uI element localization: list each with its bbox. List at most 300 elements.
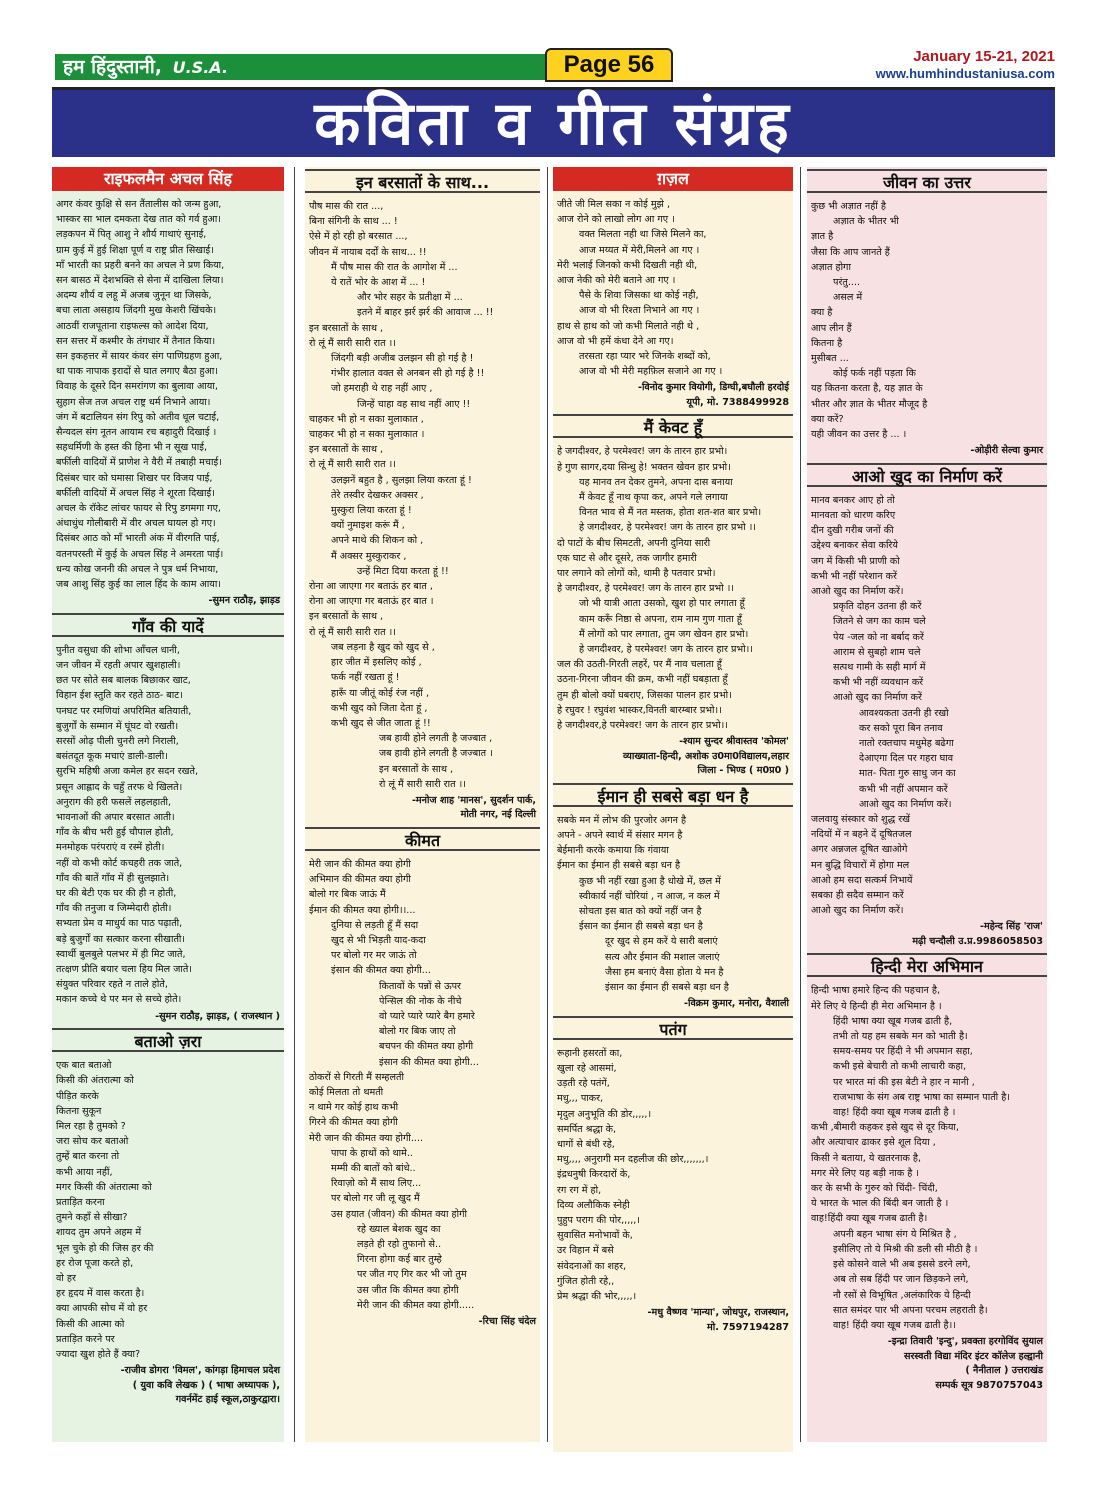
poem-author-line: -महेन्द सिंह 'राज' — [979, 921, 1043, 933]
poem-line: पुनीत वसुधा की शोभा आँचल धानी, — [56, 644, 180, 656]
poem-line: कर के सभी के गुरुर को चिंदी- चिंदी, — [811, 1183, 938, 1195]
poem-line: हर हृदय में वास करता है। — [56, 1288, 145, 1300]
poem-line: क्या है — [811, 307, 833, 319]
poem-line: मैं लोगों को पार लगाता, तुम जग खेवन हार प्रभो। — [579, 628, 749, 640]
poem — [807, 953, 1047, 1393]
poem-line: आज वो भी मेरी महफ़िल सजाने आ गए । — [579, 366, 723, 378]
poem-body — [52, 1056, 284, 1364]
poem-author-line: सरस्वती विद्या मंदिर इंटर कॉलेज हल्द्वानी — [904, 1350, 1043, 1362]
poem-line: मगर किसी की अंतरात्मा को — [56, 1181, 152, 1193]
poem-line: क्या करें? — [811, 413, 844, 425]
poem-line: आज वो भी हमें कंधा देने आ गए। — [557, 335, 674, 347]
poem-line: अगर अन्नजल दूषित खाओगे — [811, 844, 908, 856]
poem-line: कोई मिलता तो थमती — [309, 1086, 384, 1098]
poem-line: लड़ते ही रहो तुफानो से.. — [357, 1239, 442, 1250]
poem-line: अब तो सब हिंदी पर जान छिड़कने लगे, — [833, 1274, 969, 1286]
website-link[interactable]: www.humhindustaniusa.com — [875, 66, 1055, 81]
poem-line: पीड़ित करके — [56, 1090, 99, 1102]
poem-line: काम करूँ निष्ठा से अपना, राम नाम गुण गाता हूँ — [579, 613, 742, 625]
poem-line: आठवीं राजपूताना राइफल्स को आदेश दिया, — [56, 320, 209, 332]
poem-body — [553, 195, 793, 381]
poem-line: नदियों में न बहने दें दूषितजल — [811, 829, 912, 841]
column-divider — [800, 167, 801, 1442]
poem-line: मानवता को धारण करिए — [811, 509, 896, 521]
poem-line: और भोर सहर के प्रतीक्षा में ... — [357, 292, 463, 304]
poem-line: यह कितना करता है, यह ज्ञात के — [811, 383, 923, 395]
poem-line: विवाह के दूसरे दिन समरांगण का बुलावा आया, — [56, 381, 218, 393]
poem-author — [52, 594, 284, 609]
poem-line: रो लूं मैं सारी सारी रात ।। — [309, 626, 396, 638]
poem-line: मेरी जान की कीमत क्या होगी — [309, 858, 411, 870]
poem-line: वो प्यारे प्यारे प्यारे बैग हमारे — [379, 1010, 475, 1022]
poem-line: विहान ईश स्तुति कर रहते ठाठ- बाट। — [56, 690, 183, 702]
poem-line: इंसान की कीमत क्या होगी... — [379, 1056, 479, 1068]
poem-title: राइफलमैन अचल सिंह — [52, 167, 284, 191]
poem-line: मैं केवट हूँ नाथ कृपा कर, अपने गले लगाया — [579, 492, 728, 504]
poem-line: हे जगदीश्वर,हे परमेश्वर! जग के तारन हार प्रभो।। — [557, 720, 728, 732]
poem-line: जो भी यात्री आता उसको, खुश हो पार लगाता हूँ — [579, 598, 745, 610]
poem-line: ईसान का ईमान ही सबसे बड़ा धन है — [579, 921, 703, 933]
poem-line: रग रग में हो, — [557, 1184, 602, 1196]
poem-line: रोना आ जाएगा गर बताऊं हर बात , — [309, 581, 433, 593]
poem — [305, 827, 540, 1330]
column-3 — [553, 167, 793, 1452]
poem-line: गाँव के बीच भरी हुई चौपाल होती, — [56, 827, 174, 839]
poem-line: सबके मन में लोभ की पुरजोर अगन है — [557, 814, 687, 826]
poem-body — [807, 197, 1047, 444]
poem-line: पर बोलो गर जी लू खुद मैं — [331, 1193, 420, 1205]
poem-line: असल में — [833, 292, 863, 304]
poem-line: वाह! हिंदी क्या खूब गजब ढाती है।। — [833, 1319, 956, 1331]
poem-line: खुला रहे आसमां, — [557, 1062, 617, 1074]
poem-line: अगर कंवर कुक्षि से सन तैंतालीस को जन्म हुआ, — [56, 199, 222, 210]
poem-title: कीमत — [305, 827, 540, 851]
poem-line: मात- पिता गुरु साधु जन का — [859, 768, 956, 780]
poem-line: उर विहान में बसे — [557, 1245, 614, 1257]
poem-line: यह मानव तन देकर तुमने, अपना दास बनाया — [579, 476, 733, 488]
poem-line: पैसे के शिवा जिसका था कोई नही, — [579, 290, 699, 302]
poem-author — [553, 735, 793, 779]
poem-line: बिना संगिनी के साथ ... ! — [309, 216, 398, 228]
poem-line: उद्देश्य बनाकर सेवा करिये — [811, 540, 898, 552]
poem-line: जैसा कि आप जानते हैं — [811, 246, 890, 258]
poem-line: मन बुद्धि विचारों में होगा मल — [811, 859, 910, 871]
poem-line: कितावों के पन्नों से ऊपर — [379, 980, 461, 992]
poem-line: देआएगा दिल पर गहरा घाव — [859, 753, 954, 765]
poem-line: बड़े बुजुर्गों का सत्कार करना सीखाती। — [56, 933, 186, 945]
poem-line: पेय -जल को ना बर्बाद करें — [833, 631, 924, 643]
poem-line: स्वीकार्य नहीं चोरियां , न आज, न कल में — [579, 890, 720, 902]
poem-author-line: ( नैनीताल ) उत्तराखंड — [965, 1365, 1043, 1377]
poem-line: सहधर्मिणी के हस्त की हिना भी न सूख पाई, — [56, 442, 208, 454]
poem-line: शायद तुम अपने अहम में — [56, 1227, 142, 1239]
poem-author — [553, 997, 793, 1012]
poem-line: अज्ञात होगा — [811, 261, 851, 273]
poem-line: आज मय्यत में मेरी,मिलने आ गए । — [579, 244, 700, 256]
poem-line: अपने माथे की शिकन को , — [331, 535, 424, 547]
poem-line: गाँव की तनुजा व जिम्मेदारी होती। — [56, 903, 172, 915]
poem-title: गाँव की यादें — [52, 613, 284, 637]
poem-line: जग में किसी भी प्राणी को — [811, 555, 900, 567]
poem-line: वक्त मिलता नही था जिसे मिलने का, — [579, 229, 707, 241]
poem-line: माँ भारती का प्रहरी बनने का अचल ने प्रण किया, — [56, 259, 225, 271]
poem-line: उलझनें बहुत है , सुलझा लिया करता हूं ! — [331, 474, 472, 486]
poem-line: जलवायु संस्कार को शुद्ध रखें — [811, 814, 911, 826]
poem-title: ग़ज़ल — [553, 167, 793, 191]
poem-line: बचा लाता असहाय जिंदगी मुख केशरी खिंचके। — [56, 305, 217, 317]
poem-line: गुंजित होती रहे,, — [557, 1275, 615, 1287]
poem-line: किसी की अंतरात्मा को — [56, 1075, 134, 1087]
poem-line: जितने से जग का काम चले — [833, 616, 926, 628]
poem-line: रो लूं मैं सारी सारी रात ।। — [309, 459, 396, 471]
poem-line: वाह! हिंदी क्या खूब गजब ढाती है । — [833, 1107, 956, 1119]
poem-line: धन्य कोख जननी की अचल ने पुत्र धर्म निभाया, — [56, 563, 219, 575]
poem-line: अपनी बहन भाषा संग ये मिश्रित है , — [833, 1228, 957, 1240]
poem-line: मुसीबत ... — [811, 353, 849, 365]
poem-line: आज वो भी रिश्ता निभाने आ गए । — [579, 305, 700, 317]
poem-line: मुस्कुरा लिया करता हूं ! — [331, 505, 412, 517]
poem-line: गिरना होगा कई बार तुम्हे — [357, 1254, 442, 1266]
poem-line: पापा के हाथों को थामे.. — [331, 1147, 413, 1159]
poem-line: इन बरसातों के साथ , — [309, 611, 384, 623]
poem-title: ईमान ही सबसे बड़ा धन है — [553, 783, 793, 807]
poem-line: स्वार्थी बुलबुले पलभर में ही मिट जाते, — [56, 948, 186, 960]
poem-line: न थामे गर कोई हाथ कभी — [309, 1102, 399, 1114]
poem-line: खुद से भी भिड़ती याद-कदा — [331, 934, 426, 946]
poem-line: रहे ख्याल बेशक खुद का — [357, 1223, 441, 1235]
poem — [52, 1028, 284, 1408]
poem-line: क्यों नुमाइश करूं मैं , — [331, 520, 405, 532]
poem-line: सुहाग सेज तज अचल राष्ट्र धर्म निभाने आया। — [56, 396, 211, 408]
poem-line: जिन्हें चाहा वह साथ नहीं आए !! — [357, 398, 471, 410]
poem-line: नौ रसों से विभूषित ,अलंकारिक ये हिन्दी — [833, 1289, 971, 1301]
poem-line: पर जीत गए गिर कर भी जो तुम — [357, 1269, 467, 1281]
poem-line: मेरी जान की कीमत क्या होगी..... — [357, 1299, 475, 1311]
poem-line: जब लड़ना है खुद को खुद से , — [331, 641, 435, 653]
poem — [807, 463, 1047, 950]
poem-line: इंद्रधनुषी किरदारों के, — [557, 1169, 631, 1181]
poem-line: ऐसे में हो रही हो बरसात ..., — [309, 231, 408, 243]
poem-line: हे जगदीश्वर, हे परमेश्वर! जग के तारन हार प्रभो।। — [579, 644, 753, 656]
poem-line: फर्क नहीं रखता हूं ! — [331, 672, 400, 684]
poem-body — [553, 1044, 793, 1306]
brand-bar — [55, 54, 545, 80]
poem-line: सुवासित मनोभावों के, — [557, 1230, 633, 1242]
poem — [52, 613, 284, 1024]
poem-body — [807, 491, 1047, 921]
poem-author-line: मो. 7597194287 — [707, 1321, 789, 1333]
poem-line: उठना-गिरना जीवन की क्रम, कभी नहीं घबड़ाता हूँ — [557, 674, 728, 686]
poem-line: किसी की आत्मा को — [56, 1318, 125, 1330]
poem-line: मधु,,, पाकर, — [557, 1093, 604, 1105]
poem-line: भूल चुके हो की जिस हर की — [56, 1242, 154, 1254]
poem-line: इसे कोसने वाले भी अब इससे डरने लगे, — [833, 1259, 971, 1271]
poem-title: आओ खुद का निर्माण करें — [807, 463, 1047, 487]
poem-line: यही जीवन का उत्तर है ... । — [811, 429, 907, 441]
poem-line: प्रकृति दोहन उतना ही करें — [833, 601, 922, 613]
poem-line: हार जीत में इसलिए कोई , — [331, 657, 422, 669]
poem-line: हे जगदीश्वर, हे परमेश्वर! जग के तारन हार प्रभो। — [557, 446, 728, 458]
poem-author-line: यूपी, मो. 7388499928 — [686, 396, 789, 408]
poem-author-line: -इन्द्रा तिवारी 'इन्दु', प्रवक्ता हरगोविंद सुयाल — [887, 1336, 1043, 1348]
poem-line: आओ खुद का निर्माण करें। — [811, 585, 904, 597]
poem-line: प्रेम श्रद्धा की भोर,,,,,। — [557, 1290, 637, 1302]
poem-author-line: जिला - भिण्ड ( म0प्र0 ) — [697, 765, 789, 777]
poem-line: ठोकरों से गिरती मैं सम्हलती — [309, 1071, 404, 1083]
poem-line: इतने में बाहर झर्र झर्र की आवाज ... !! — [357, 307, 494, 319]
poem-line: जीवन में नायाब दर्दों के साथ... !! — [309, 246, 427, 258]
poem-body — [305, 855, 540, 1315]
poem-author-line: -मनोज शाह 'मानस', सुदर्शन पार्क, — [411, 794, 536, 806]
poem-line: घर की बेटी एक घर की ही न होती, — [56, 888, 177, 900]
poem-line: आप लीन हैं — [811, 322, 852, 334]
poem-line: कभी भी नहीं परेशान करें — [811, 570, 897, 582]
poem-line: रिवाज़ो को मैं साथ लिए... — [331, 1178, 422, 1190]
poem-author — [52, 1010, 284, 1025]
poem-line: इंसान का ईमान ही सबसे बड़ा धन है — [605, 982, 729, 994]
poem-body — [52, 195, 284, 594]
poem-line: मेरी जान की कीमत क्या होगी.... — [309, 1132, 424, 1144]
poem-line: कुछ भी अज्ञात नहीं है — [811, 201, 886, 212]
poem-line: दिसंबर आठ को माँ भारती अंक में वीरगति पाई, — [56, 533, 220, 545]
poem-body — [52, 641, 284, 1010]
poem-line: इसीलिए तो ये मिश्री की डली सी मीठी है । — [833, 1243, 978, 1255]
poem-line: जरा सोच कर बताओ — [56, 1136, 129, 1148]
poem-line: प्रताड़ित करने पर — [56, 1333, 115, 1345]
column-4 — [807, 167, 1047, 1442]
poem-line: सोचता इस बात को क्यों नहीं जन है — [579, 906, 702, 918]
poem-body — [553, 811, 793, 997]
poem-line: ईमान की कीमत क्या होगी।।... — [309, 904, 416, 916]
poem-line: संवेदनाओं का शहर, — [557, 1260, 627, 1272]
poem-line: अचल के रॉकेट लांचर फायर से रिपु डगमगा गए, — [56, 503, 221, 515]
poem-line: कभी खुद को जिता देता हूं , — [331, 702, 428, 714]
poem-line: मैं पौष मास की रात के आगोश में ... — [331, 261, 458, 273]
poem-line: मृदुल अनुभूति की डोर,,,,,। — [557, 1108, 652, 1120]
poem-line: प्रसून आह्लाद के चहुँ तरफ थे खिलते। — [56, 781, 183, 793]
poem-author — [807, 920, 1047, 949]
poem-line: कोई फर्क नहीं पड़ता कि — [833, 368, 916, 380]
poem-title: हिन्दी मेरा अभिमान — [807, 953, 1047, 977]
poem-line: परंतु.... — [833, 277, 861, 289]
page-number: Page 56 — [545, 48, 673, 82]
poem-line: तुम ही बोलो क्यों घबराए, जिसका पालन हार प्रभो। — [557, 689, 732, 701]
poem-line: था पाक नापाक इरादों से घात लगाए बैठा हुआ। — [56, 366, 218, 378]
poem-line: वाह!हिंदी क्या खूब गजब ढाती है। — [811, 1213, 928, 1225]
poem-line: तेरे तस्वीर देखकर अक्सर , — [331, 489, 424, 501]
brand-suffix: U.S.A. — [172, 58, 229, 77]
poem-line: आज नेकी को मेरी बताने आ गए । — [557, 275, 676, 287]
poem-author-line: -रिचा सिंह चंदेल — [478, 1316, 536, 1328]
poem-line: लड़कपन में पितृ आशु ने शौर्य गाथाएं सुनाई, — [56, 229, 207, 241]
poem-author-line: -विनोद कुमार वियोगी, डिग्घी,बघौली हरदोई — [637, 382, 789, 394]
poem-line: आराम से सुबहो शाम चले — [833, 646, 921, 658]
poem-line: बसंतदूत कूक मचाएं डाली-डाली। — [56, 751, 168, 763]
poem-line: रो लूं मैं सारी सारी रात ।। — [379, 778, 466, 790]
poem — [553, 783, 793, 1012]
poem-author-line: -सुमन राठौड़, झाड़ड — [208, 595, 280, 607]
poem — [553, 414, 793, 778]
poem-line: नहीं वो कभी कोर्ट कचहरी तक जाते, — [56, 857, 183, 869]
poem-line: समर्पित श्रद्धा के, — [557, 1123, 617, 1135]
poem-line: ज्ञात है — [811, 231, 834, 243]
poem-author — [553, 1306, 793, 1335]
masthead — [55, 48, 1055, 88]
poem-line: आओ हम सदा सत्कर्म निभायें — [811, 874, 913, 886]
issue-date: January 15-21, 2021 — [913, 48, 1055, 65]
poem-line: दिव्य अलौकिक स्नेही — [557, 1199, 630, 1211]
poem-line: तरसता रहा प्यार भरे जिनके शब्दों को, — [579, 351, 711, 363]
column-divider — [547, 167, 548, 1442]
poem-line: चाहकर भी हो न सका मुलाकात , — [309, 413, 424, 425]
poem-title: जीवन का उत्तर — [807, 169, 1047, 193]
poem-line: वतनपरस्ती में कुई के अचल सिंह ने अमरता पाई। — [56, 548, 224, 560]
poem-line: कितना है — [811, 337, 843, 349]
poem-line: दो पाटों के बीच सिमटती, अपनी दुनिया सारी — [557, 537, 711, 549]
poem-line: भास्कर सा भाल दमकता देख तात को गर्व हुआ। — [56, 214, 221, 226]
poem-line: विनत भाव से मैं नत मस्तक, होता शत-शत बार प्रभो। — [579, 507, 762, 519]
poem-line: रो लूं मैं सारी सारी रात ।। — [309, 337, 396, 349]
poem-line: उस हयात (जीवन) की कीमत क्या होगी — [331, 1208, 467, 1220]
poem-line: अज्ञात के भीतर भी — [833, 216, 899, 228]
poem-author — [807, 1335, 1047, 1393]
poem-author — [305, 794, 540, 823]
poem-line: सबका ही सदैव सम्मान करें — [811, 890, 904, 902]
poem-line: पेन्सिल की नोक के नीचे — [379, 995, 462, 1007]
poem-line: आज रोने को लाखो लोग आ गए । — [557, 214, 675, 226]
poem-line: पर बोलो गर मर जाऊं तो — [331, 950, 417, 962]
poem-line: हिंदी भाषा क्या खूब गजब ढाती है, — [833, 1015, 953, 1027]
poem-author-line: -ओड़ीरी सेल्वा कुमार — [970, 445, 1043, 457]
poem-line: जब आशु सिंह कुई का लाल हिंद के काम आया। — [56, 579, 221, 591]
poem-line: इन बरसातों के साथ , — [309, 322, 384, 334]
poem-line: मनमोहक परंपराएं व रस्में होती। — [56, 842, 165, 854]
poem-line: जन जीवन में रहती अपार खुशहाली। — [56, 659, 181, 671]
poem-line: आओ खुद का निर्माण करें। — [811, 905, 904, 917]
poem-line: इन बरसातों के साथ , — [309, 444, 384, 456]
poem-line: एक घाट से और दूसरे, तक जागीर हमारी — [557, 552, 697, 564]
poem-line: गिरने की कीमत क्या होगी — [309, 1117, 398, 1129]
poem-line: ग्राम कुई में हुई शिक्षा पूर्ण व राष्ट्र प्रीत सिखाई। — [56, 244, 214, 256]
poem-line: तभी तो यह हम सबके मन को भाती है। — [833, 1031, 968, 1043]
poem-line: इन बरसातों के साथ , — [379, 763, 454, 775]
poem-line: कभी खुद से जीत जाता हूं !! — [331, 717, 431, 729]
poem-line: धागों से बंधी रहे, — [557, 1138, 615, 1150]
section-banner: कविता व गीत संग्रह — [52, 87, 1055, 157]
poem-line: बर्फीली वादियों में अचल सिंह ने शूरता दिखाई। — [56, 487, 215, 499]
poem-line: पनघट पर रमणियां अपरिमित बतियाती, — [56, 705, 192, 717]
poem-line: पौष मास की रात ..., — [309, 201, 384, 212]
poem-line: छत पर सोते सब बालक बिछाकर खाट, — [56, 675, 191, 687]
poem-line: रूहानी हसरतों का, — [557, 1047, 623, 1059]
poem-line: पर भारत मां की इस बेटी ने हार न मानी , — [833, 1076, 975, 1088]
poem-line: जिंदगी बड़ी अजीब उलझन सी हो गई है ! — [331, 353, 474, 365]
poem-author-line: -श्याम सुन्दर श्रीवास्तव 'कोमल' — [679, 736, 789, 748]
poem-line: प्रताड़ित करना — [56, 1196, 105, 1208]
poem-line: सत्य और ईमान की मशाल जलाएं — [605, 951, 720, 963]
poem-line: समय-समय पर हिंदी ने भी अपमान सहा, — [833, 1046, 973, 1058]
poem-body — [305, 197, 540, 794]
poem-author — [52, 1364, 284, 1408]
poem-line: उड़ती रहे पतंगें, — [557, 1078, 610, 1090]
poem-line: तुम्हें बात करना तो — [56, 1151, 120, 1163]
poem-title: बताओ ज़रा — [52, 1028, 284, 1052]
poem-line: कर सको पूरा बिन तनाव — [859, 722, 943, 734]
poem-line: आओ खुद का निर्माण करें — [833, 692, 922, 704]
poem-line: मम्मी की बातों को बांधे.. — [331, 1162, 416, 1174]
poem-line: कभी भी नहीं व्यवधान करें — [833, 677, 924, 689]
poem-line: कभी आया नहीं, — [56, 1166, 113, 1178]
poem-line: कितना सुकून — [56, 1105, 102, 1117]
poem-line: सात समंदर पार भी अपना परचम लहराती है। — [833, 1304, 988, 1316]
poem-line: आओ खुद का निर्माण करें। — [859, 798, 952, 810]
poem-author-line: -राजीव डोगरा 'विमल', कांगड़ा हिमाचल प्रदेश — [120, 1365, 280, 1377]
poem-line: अभिमान की कीमत क्या होगी — [309, 874, 411, 886]
poem-line: पार लगाने को लोगों को, थामी है पतवार प्रभो। — [557, 568, 716, 580]
poem-line: सभ्यता प्रेम व माधुर्य का पाठ पढ़ाती, — [56, 918, 183, 930]
poem-line: तुमने कहाँ से सीखा? — [56, 1212, 128, 1224]
poem-line: जो हमराही थे राह नहीं आए , — [331, 383, 433, 395]
poem-line: भीतर और ज्ञात के भीतर मौजूद है — [811, 398, 928, 410]
poem-line: दीन दुखी गरीब जनों की — [811, 525, 894, 537]
poem-line: आवश्यकता उतनी ही रखो — [859, 707, 949, 719]
poem-author-line: सम्पर्क सूत्र 9870757043 — [935, 1379, 1043, 1391]
poem-line: वो हर — [56, 1273, 76, 1284]
poem-author-line: -विक्रम कुमार, मनोरा, वैशाली — [683, 998, 789, 1010]
poem-body — [553, 442, 793, 735]
poem-line: सन बासठ में देशभक्ति से सेना में दाखिला लिया। — [56, 275, 224, 287]
poem-line: हिन्दी भाषा हमारे हिन्द की पहचान है, — [811, 985, 940, 997]
poem-line: सैन्यदल संग नूतन आयाम रच बहादुरी दिखाई । — [56, 427, 217, 439]
poem-line: बचपन की कीमत क्या होगी — [379, 1041, 474, 1053]
poem-line: उन्हें मिटा दिया करता हूं !! — [357, 565, 449, 577]
poem-line: रोना आ जाएगा गर बताऊं हर बात । — [309, 596, 434, 608]
poem-line: सुरभि महिषी अजा कमेल हर सदन रखते, — [56, 766, 199, 778]
poem-line: किसी ने बताया, ये खतरनाक है, — [811, 1152, 922, 1164]
poem-line: क्या आपकी सोच में वो हर — [56, 1303, 148, 1315]
poem-title: मैं केवट हूँ — [553, 414, 793, 438]
poem-line: राजभाषा के संग अब राष्ट्र भाषा का सम्मान पाती है। — [833, 1091, 1010, 1103]
poem-line: मेरे लिए ये हिन्दी ही मेरा अभिमान है । — [811, 1000, 942, 1012]
poem-line: कभी भी नहीं अपमान करें — [859, 783, 948, 795]
poem-author — [807, 444, 1047, 459]
poem-line: हे जगदीश्वर, हे परमेश्वर! जग के तारन हार प्रभो ।। — [579, 522, 756, 534]
brand-name: हम हिंदुस्तानी, — [63, 56, 162, 78]
poem-line: नातो रक्तचाप मधुमेह बढेगा — [859, 738, 954, 749]
poem-line: इंसान की कीमत क्या होगी... — [331, 965, 431, 977]
poem-line: मिल रहा है तुमको ? — [56, 1120, 126, 1132]
poem-line: कुछ भी नहीं रखा हुआ है धोखे में, छल में — [579, 875, 721, 887]
poem-line: जब हावी होने लगती है जज्बात , — [379, 733, 493, 745]
poem-author-line: ( युवा कवि लेखक ) ( भाषा अध्यापक ), — [132, 1379, 280, 1391]
poem-line: तत्क्षण प्रीति बयार चला हिय मिल जाते। — [56, 964, 192, 976]
poem-line: बोलो गर बिक जाऊं मैं — [309, 889, 386, 901]
poem — [553, 1016, 793, 1335]
poem-title: इन बरसातों के साथ... — [305, 169, 540, 193]
column-2 — [305, 167, 540, 1442]
poem-line: अंधाधुंध गोलीबारी में वीर अचल घायल हो गए। — [56, 518, 216, 530]
poem-line: मैं अक्सर मुस्कुराकर , — [331, 550, 407, 562]
poem-line: पुहुप पराग की पोर,,,,,। — [557, 1214, 640, 1226]
column-1 — [52, 167, 284, 1442]
poem-line: हर रोज पूजा करते हो, — [56, 1257, 134, 1269]
poem — [807, 169, 1047, 459]
poem-line: बुजुर्गों के सम्मान में घूंघट वो रखती। — [56, 720, 179, 732]
poem-line: बर्फीली वादियों में प्राणेश ने वैरी में तबाही मचाई। — [56, 457, 222, 469]
poem-line: संयुक्त परिवार रहते न ताले होते, — [56, 979, 168, 991]
poem — [553, 167, 793, 410]
poem-author-line: मढ़ी चन्दौली उ.प्र.9986058503 — [912, 935, 1043, 947]
